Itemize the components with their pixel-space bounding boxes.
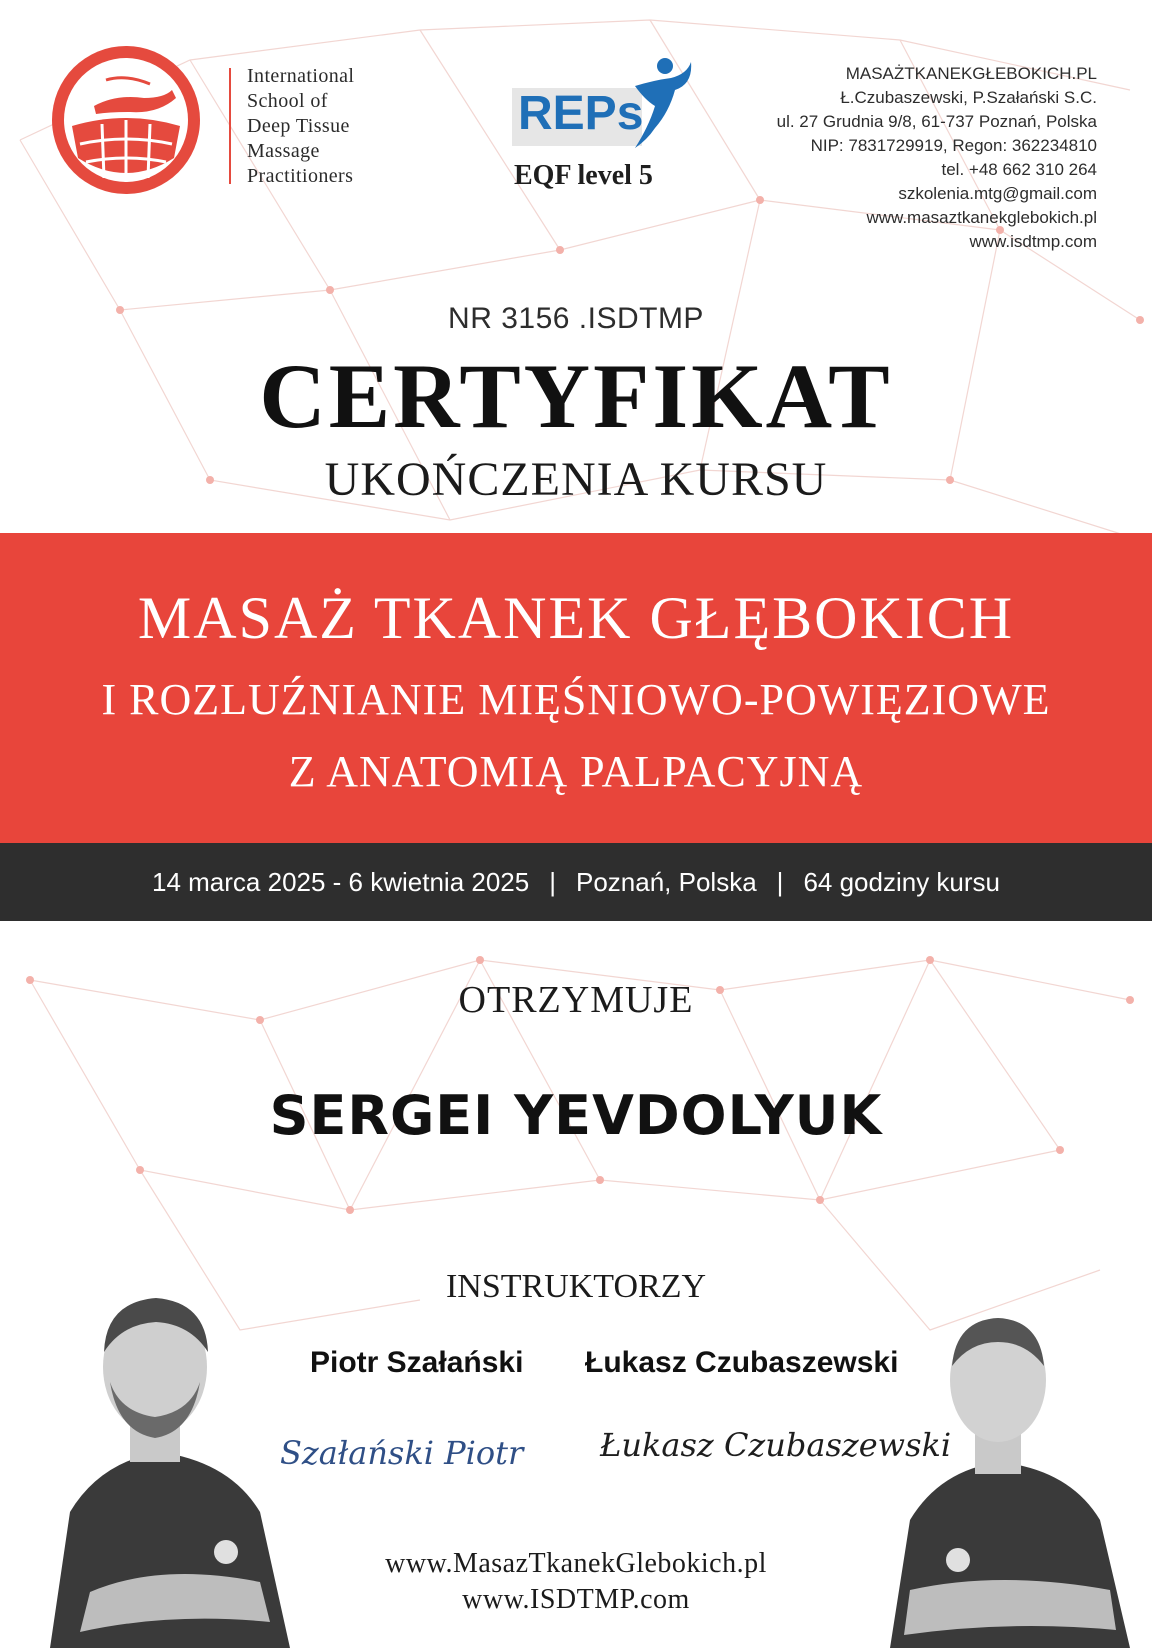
instructor-signature-1: Szałański Piotr bbox=[280, 1434, 524, 1472]
school-name-line: Deep Tissue bbox=[247, 115, 350, 137]
school-name-line: Massage bbox=[247, 140, 320, 162]
contact-line: ul. 27 Grudnia 9/8, 61-737 Poznań, Polska bbox=[776, 112, 1097, 131]
course-title-line-3: Z ANATOMIĄ PALPACYJNĄ bbox=[288, 747, 864, 796]
instructors-heading: INSTRUKTORZY bbox=[445, 1268, 707, 1305]
instructor-signature-2: Łukasz Czubaszewski bbox=[600, 1426, 952, 1464]
school-name-line: Practitioners bbox=[247, 165, 354, 187]
contact-line: NIP: 7831729919, Regon: 362234810 bbox=[810, 136, 1097, 155]
contact-line: tel. +48 662 310 264 bbox=[941, 160, 1097, 179]
reps-figure-icon bbox=[625, 56, 695, 151]
course-title-line-2: I ROZLUŹNIANIE MIĘŚNIOWO-POWIĘZIOWE bbox=[101, 675, 1051, 724]
meta-separator: | bbox=[776, 866, 784, 897]
certificate-title: CERTYFIKAT bbox=[259, 345, 893, 447]
contact-line: www.masaztkanekglebokich.pl bbox=[866, 208, 1097, 227]
school-name-line: School of bbox=[247, 90, 328, 112]
course-title-line-1: MASAŻ TKANEK GŁĘBOKICH bbox=[137, 585, 1015, 651]
instructor-name-1: Piotr Szałański bbox=[310, 1346, 524, 1379]
meta-separator: | bbox=[549, 866, 556, 897]
course-hours: 64 godziny kursu bbox=[803, 866, 1000, 897]
school-name bbox=[247, 64, 447, 189]
footer-website-1[interactable]: www.MasazTkanekGlebokich.pl bbox=[385, 1548, 767, 1579]
reps-label: REPs bbox=[518, 87, 644, 140]
eqf-level: EQF level 5 bbox=[514, 160, 653, 191]
contact-block bbox=[777, 62, 1097, 254]
certificate-number: NR 3156 .ISDTMP bbox=[448, 302, 704, 335]
contact-line: szkolenia.mtg@gmail.com bbox=[898, 184, 1097, 203]
globe-hands-logo-icon bbox=[46, 40, 206, 200]
contact-line: www.isdtmp.com bbox=[969, 232, 1097, 251]
contact-line: MASAŻTKANEKGŁEBOKICH.PL bbox=[845, 64, 1097, 83]
school-name-line: International bbox=[247, 65, 355, 87]
receives-label: OTRZYMUJE bbox=[458, 979, 694, 1021]
logo-divider bbox=[229, 68, 231, 184]
course-dates: 14 marca 2025 - 6 kwietnia 2025 bbox=[152, 866, 530, 897]
recipient-name: SERGEI YEVDOLYUK bbox=[269, 1084, 883, 1147]
instructor-name-2: Łukasz Czubaszewski bbox=[585, 1346, 899, 1379]
contact-line: Ł.Czubaszewski, P.Szałański S.C. bbox=[840, 88, 1097, 107]
course-meta-band bbox=[0, 843, 1152, 921]
course-location: Poznań, Polska bbox=[576, 866, 757, 897]
certificate-subtitle: UKOŃCZENIA KURSU bbox=[324, 453, 828, 506]
footer-website-2[interactable]: www.ISDTMP.com bbox=[462, 1584, 690, 1615]
